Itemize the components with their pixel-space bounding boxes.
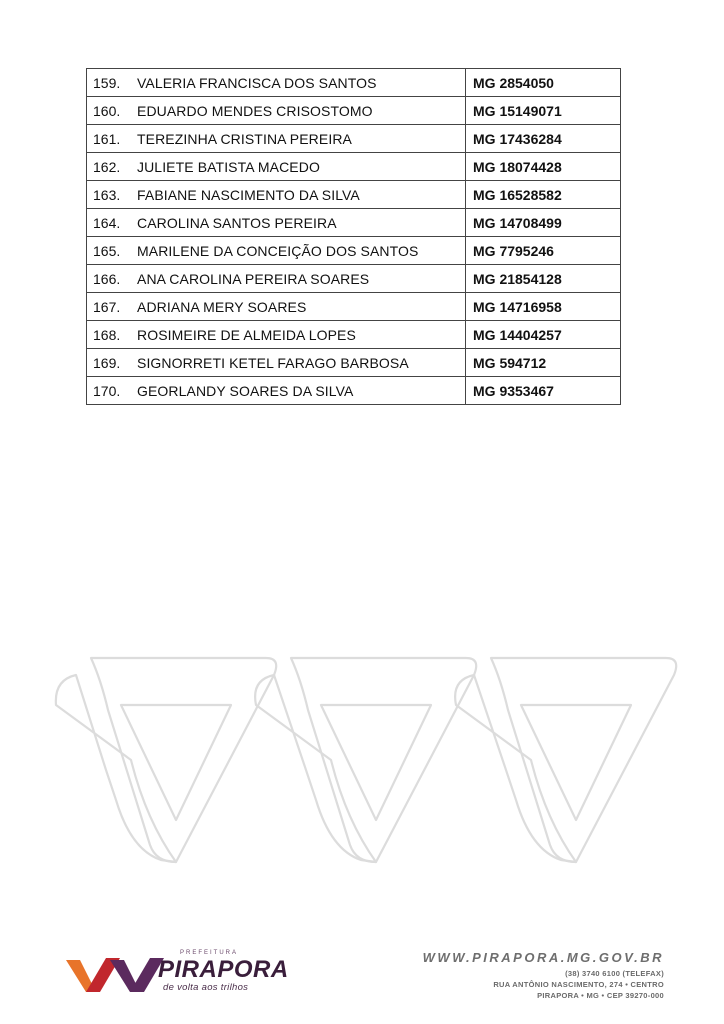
row-document: MG 14708499 — [466, 209, 621, 237]
row-name: FABIANE NASCIMENTO DA SILVA — [137, 186, 360, 203]
website-link[interactable]: WWW.PIRAPORA.MG.GOV.BR — [422, 950, 664, 965]
logo-prefix: PREFEITURA — [180, 950, 239, 956]
row-number: 168. — [93, 326, 121, 343]
table-row — [87, 125, 621, 153]
table-row — [87, 349, 621, 377]
row-name-cell — [87, 97, 466, 125]
row-name-cell — [87, 349, 466, 377]
row-number: 166. — [93, 270, 121, 287]
table-row — [87, 181, 621, 209]
row-name-cell — [87, 209, 466, 237]
row-number: 159. — [93, 74, 121, 91]
row-name-cell — [87, 237, 466, 265]
row-name-cell — [87, 377, 466, 405]
table-row — [87, 293, 621, 321]
row-name-cell — [87, 321, 466, 349]
logo-tagline: de volta aos trilhos — [163, 982, 249, 993]
row-number: 160. — [93, 102, 121, 119]
row-name-cell — [87, 153, 466, 181]
table-row — [87, 265, 621, 293]
table-row — [87, 97, 621, 125]
row-document: MG 15149071 — [466, 97, 621, 125]
watermark-logo — [46, 650, 686, 880]
row-name: ADRIANA MERY SOARES — [137, 298, 307, 315]
row-number: 161. — [93, 130, 121, 147]
row-number: 163. — [93, 186, 121, 203]
row-number: 169. — [93, 354, 121, 371]
row-number: 164. — [93, 214, 121, 231]
row-name-cell — [87, 293, 466, 321]
row-name: VALERIA FRANCISCA DOS SANTOS — [137, 74, 377, 91]
logo-name: PIRAPORA — [158, 956, 289, 983]
row-document: MG 594712 — [466, 349, 621, 377]
row-document: MG 18074428 — [466, 153, 621, 181]
row-number: 170. — [93, 382, 121, 399]
row-name-cell — [87, 265, 466, 293]
row-name: ROSIMEIRE DE ALMEIDA LOPES — [137, 326, 356, 343]
row-document: MG 14716958 — [466, 293, 621, 321]
row-document: MG 21854128 — [466, 265, 621, 293]
row-name-cell — [87, 125, 466, 153]
row-name: MARILENE DA CONCEIÇÃO DOS SANTOS — [137, 242, 419, 259]
city-text: PIRAPORA • MG • CEP 39270-000 — [537, 991, 664, 1000]
phone-text: (38) 3740 6100 (TELEFAX) — [565, 969, 664, 978]
row-name: TEREZINHA CRISTINA PEREIRA — [137, 130, 352, 147]
row-name: SIGNORRETI KETEL FARAGO BARBOSA — [137, 354, 409, 371]
row-document: MG 17436284 — [466, 125, 621, 153]
row-name-cell — [87, 181, 466, 209]
table-row — [87, 237, 621, 265]
table-row — [87, 69, 621, 97]
table-row — [87, 377, 621, 405]
row-document: MG 7795246 — [466, 237, 621, 265]
contact-block — [423, 950, 664, 1001]
row-document: MG 9353467 — [466, 377, 621, 405]
table-row — [87, 321, 621, 349]
name-list-table — [86, 68, 621, 405]
row-name: GEORLANDY SOARES DA SILVA — [137, 382, 354, 399]
row-document: MG 14404257 — [466, 321, 621, 349]
row-name-cell — [87, 69, 466, 97]
row-number: 167. — [93, 298, 121, 315]
row-document: MG 2854050 — [466, 69, 621, 97]
row-name: JULIETE BATISTA MACEDO — [137, 158, 320, 175]
address-text: RUA ANTÔNIO NASCIMENTO, 274 • CENTRO — [493, 980, 664, 989]
row-name: ANA CAROLINA PEREIRA SOARES — [137, 270, 370, 287]
row-name: EDUARDO MENDES CRISOSTOMO — [137, 102, 373, 119]
row-number: 162. — [93, 158, 121, 175]
row-name: CAROLINA SANTOS PEREIRA — [137, 214, 337, 231]
row-number: 165. — [93, 242, 121, 259]
table-row — [87, 209, 621, 237]
table-row — [87, 153, 621, 181]
row-document: MG 16528582 — [466, 181, 621, 209]
